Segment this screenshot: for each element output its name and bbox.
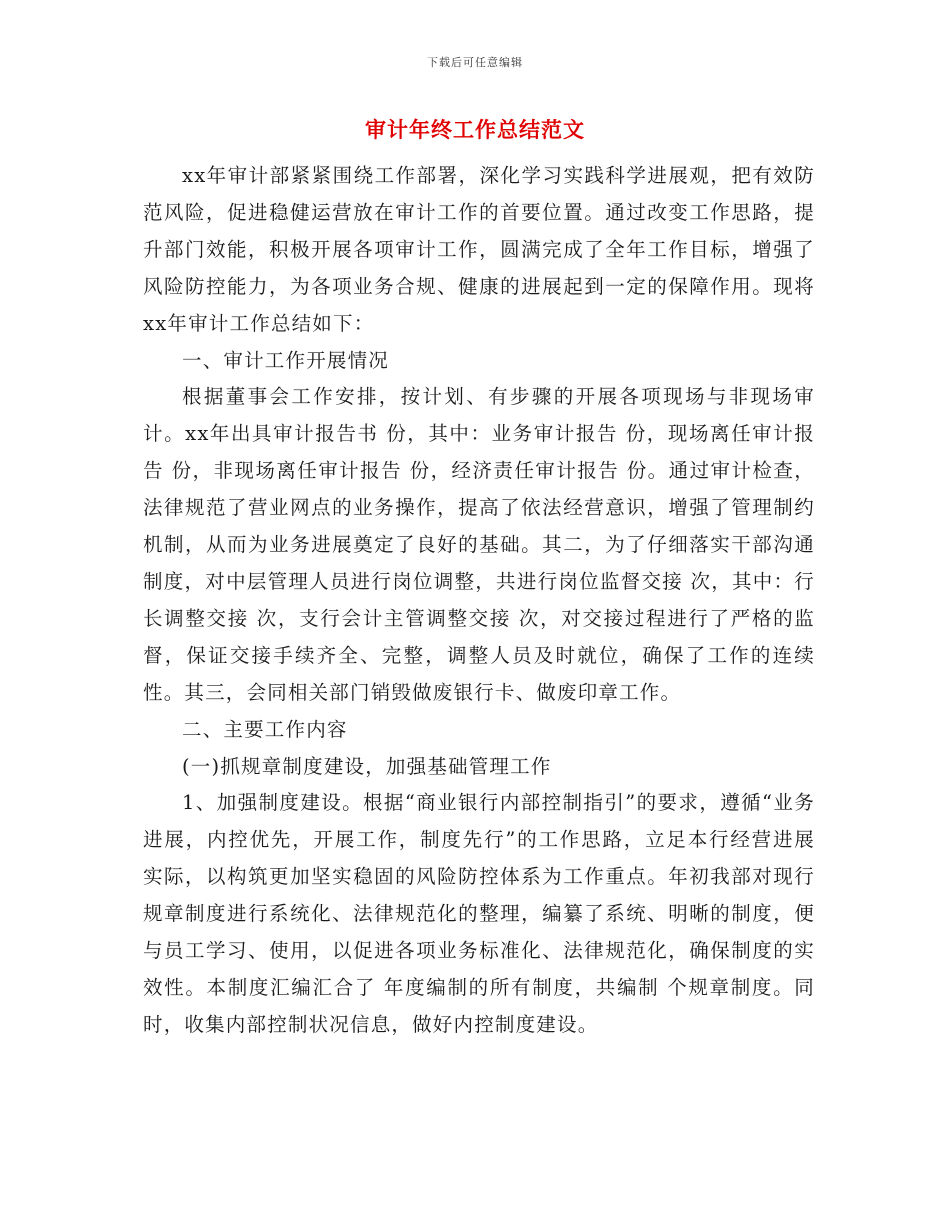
header-note: 下载后可任意编辑 (427, 56, 523, 69)
section-heading-2: 二、主要工作内容 (182, 717, 348, 741)
section-heading-1: 一、审计工作开展情况 (182, 348, 390, 372)
intro-paragraph: xx年审计部紧紧围绕工作部署，深化学习实践科学进展观，把有效防范风险，促进稳健运营放在审计工作的首要位置。通过改变工作思路，提升部门效能，积极开展各项审计工作，圆满完成了全年工作目标，增强了风险防控能力，为各项业务合规、健康的进展起到一定的保障作用。现将xx年审计工作总结如下： (143, 164, 815, 335)
subsection-paragraph: 1、加强制度建设。根据“商业银行内部控制指引”的要求，遵循“业务进展，内控优先，开展工作，制度先行”的工作思路，立足本行经营进展实际，以构筑更加坚实稳固的风险防控体系为工作重点。年初我部对现行规章制度进行系统化、法律规范化的整理，编纂了系统、明晰的制度，便与员工学习、使用，以促进各项业务标准化、法律规范化，确保制度的实效性。本制度汇编汇合了 年度编制的所有制度，共编制 个规章制度。同时，收集内部控制状况信息，做好内控制度建设。 (143, 791, 815, 1036)
subsection-heading: (一)抓规章制度建设，加强基础管理工作 (182, 754, 552, 778)
document-title: 审计年终工作总结范文 (365, 117, 585, 142)
document-body (143, 158, 815, 1044)
section-1-paragraph: 根据董事会工作安排，按计划、有步骤的开展各项现场与非现场审计。xx年出具审计报告书 份，其中：业务审计报告 份，现场离任审计报告 份，非现场离任审计报告 份，经济责任审计报告 份。通过审计检查，法律规范了营业网点的业务操作，提高了依法经营意识，增强了管理制约机制，从而为业务进展奠定了良好的基础。其二，为了仔细落实干部沟通制度，对中层管理人员进行岗位调整，共进行岗位监督交接 次，其中：行长调整交接 次，支行会计主管调整交接 次，对交接过程进行了严格的监督，保证交接手续齐全、完整，调整人员及时就位，确保了工作的连续性。其三，会同相关部门销毁做废银行卡、做废印章工作。 (143, 385, 815, 704)
